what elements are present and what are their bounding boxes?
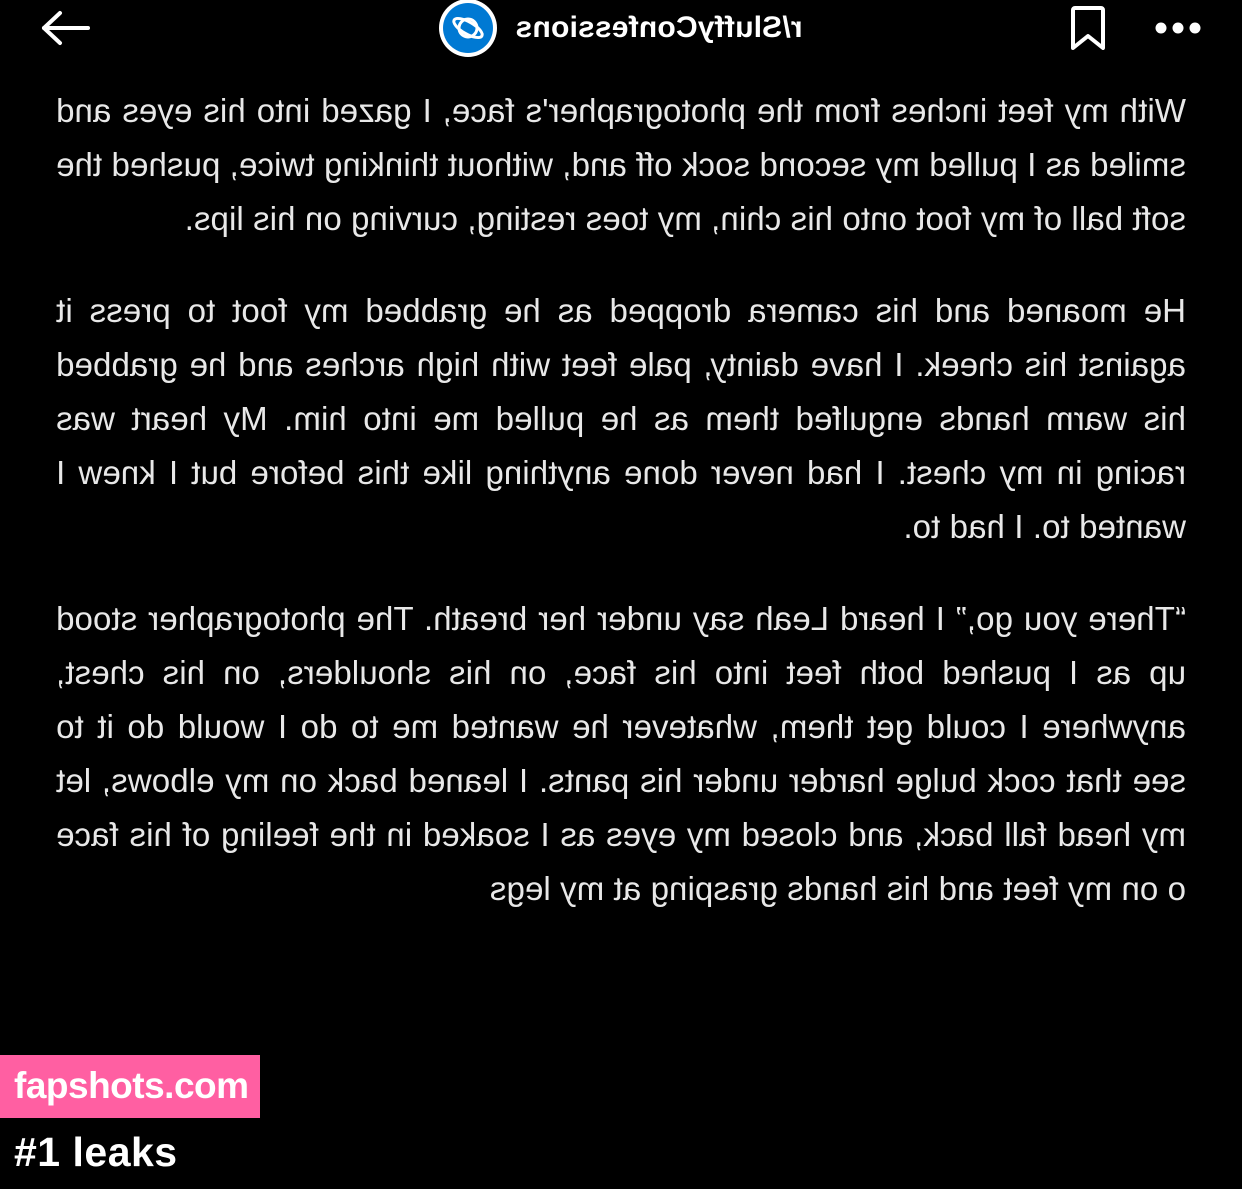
app-bar-left-actions: [1060, 0, 1206, 56]
watermark-tagline: #1 leaks: [0, 1118, 260, 1189]
post-paragraph: “There you go,” I heard Leah say under her breath. The photographer stood up as I pushed both feet into his face, on his shoulders, on his chest, anywhere I could get them, whatever he wanted me to do I would do it to see that cock bulge harder under his pants. I leaned back on my elbows, let my head fall back, and closed my eyes as I soaked in the feeling of his face o on my feet and his hands grasping at my legs: [56, 600, 1186, 907]
bookmark-icon[interactable]: [1060, 0, 1116, 56]
subreddit-avatar-inner: [443, 3, 493, 53]
app-bar-title-area: [0, 0, 1242, 56]
post-app-bar: [0, 0, 1242, 56]
app-bar-right-actions: [36, 0, 92, 56]
watermark-site: fapshots.com: [0, 1055, 260, 1118]
post-paragraph: With my feet inches from the photographer's face, I gazed into his eyes and smiled as I pulled my second sock off and, without thinking twice, pushed the soft ball of my foot onto his chin, my toes resting, curving on his lips.: [56, 92, 1186, 237]
post-paragraph: He moaned and his camera dropped as he grabbed my foot to press it against his cheek. I have dainty, pale feet with high arches and he grabbed his warm hands engulfed them as he pulled me into him. My heart was racing in my chest. I had never done anything like this before but I knew I wanted to. I had to.: [56, 292, 1186, 545]
post-text-body: [0, 84, 1242, 954]
share-arrow-icon[interactable]: [36, 0, 92, 56]
watermark: [0, 1055, 260, 1189]
more-horizontal-icon[interactable]: [1150, 0, 1206, 56]
subreddit-avatar-icon[interactable]: [439, 0, 497, 57]
subreddit-name[interactable]: r/SluffyConfessions: [515, 11, 803, 44]
